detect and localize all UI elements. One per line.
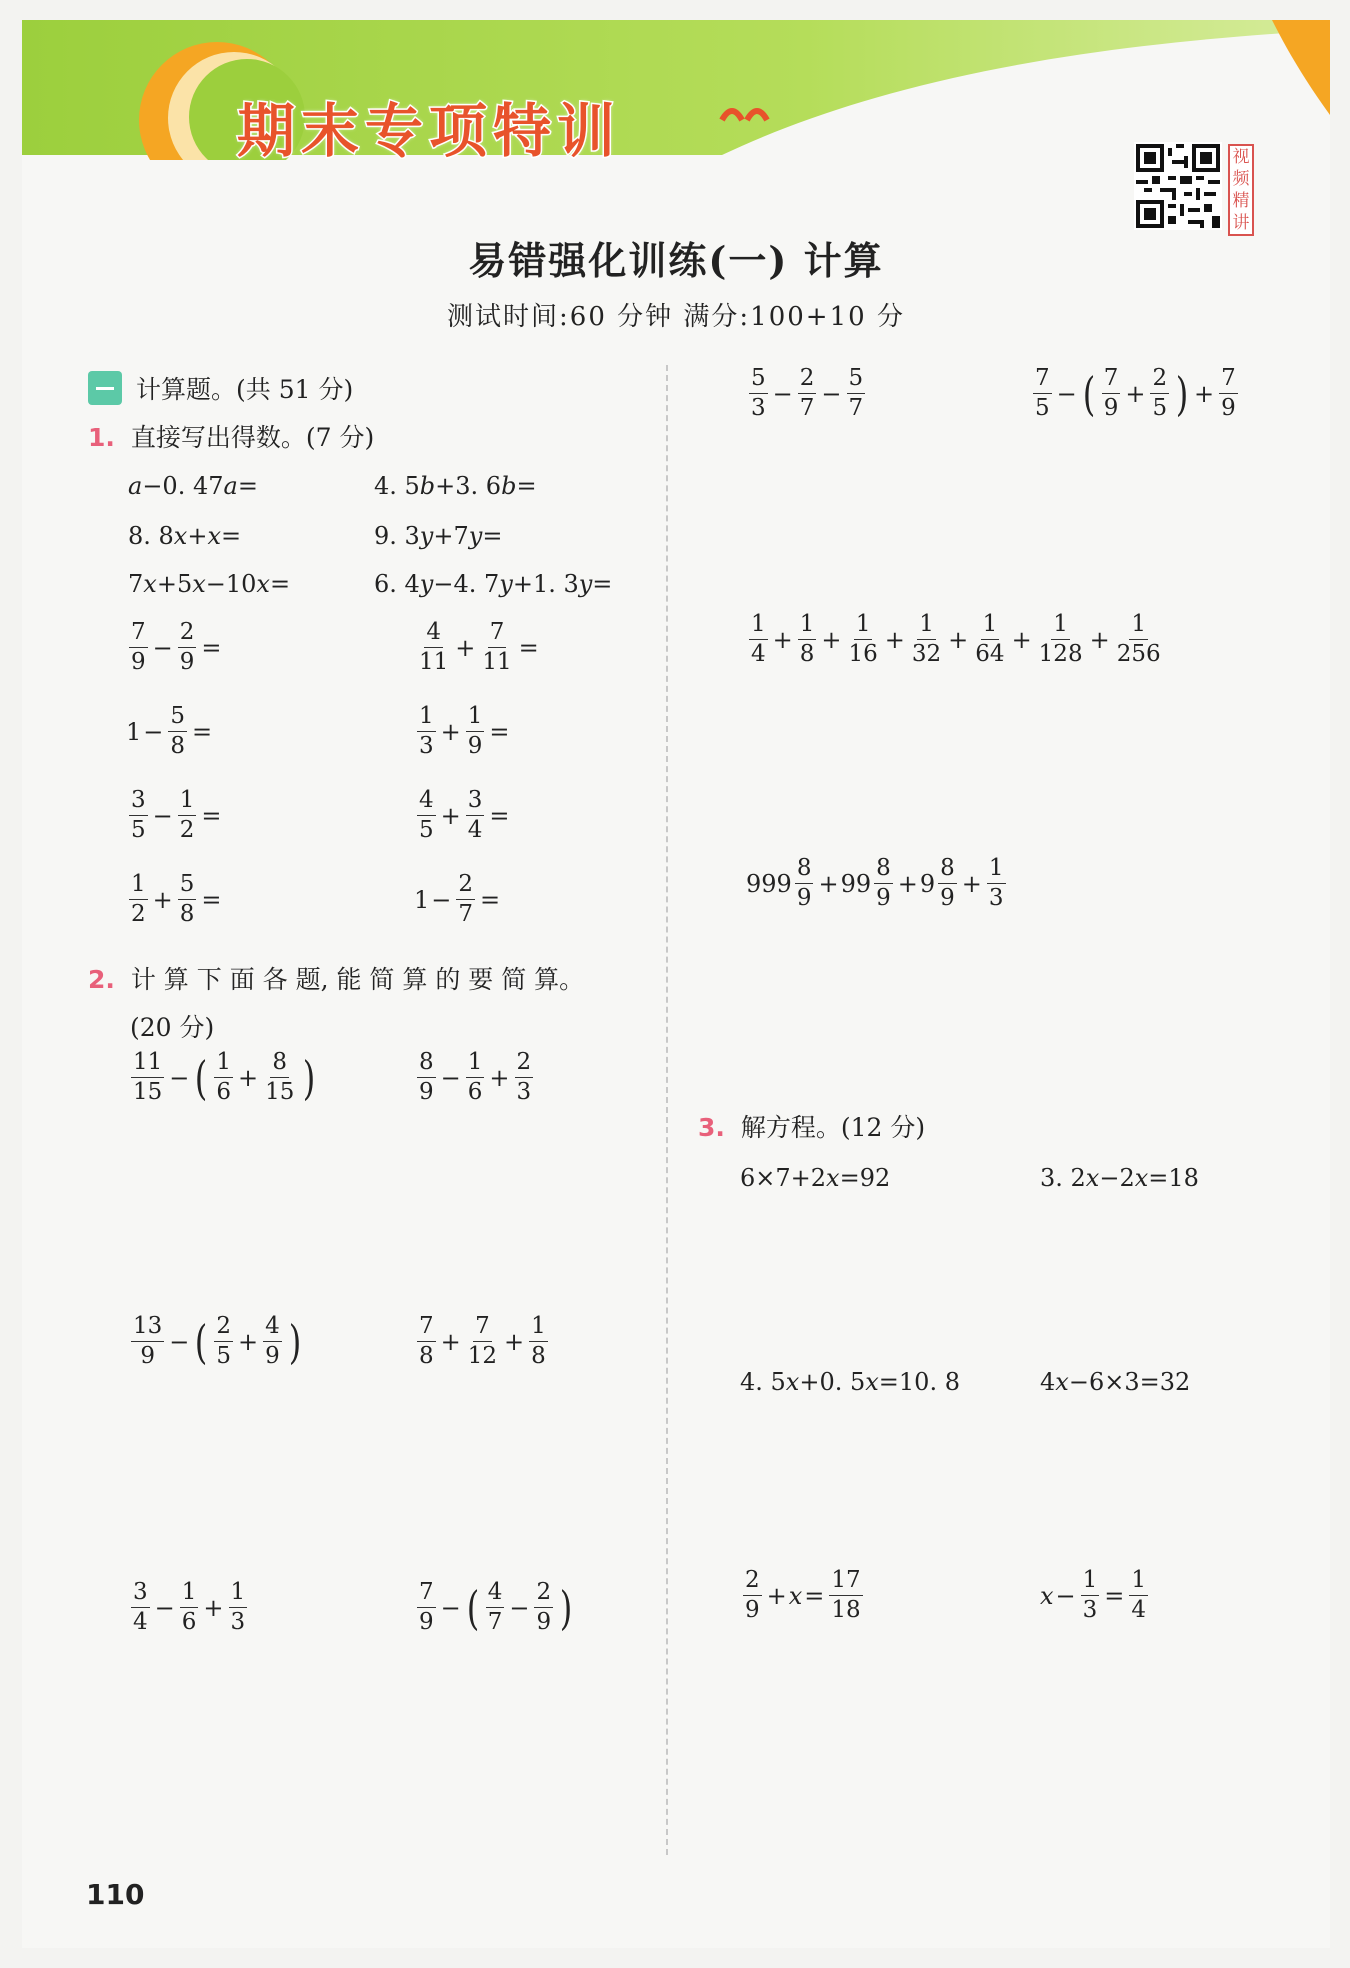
expression: $\frac{3}{4}$ − $\frac{1}{6}$ + $\frac{1}{3}$ bbox=[133, 1579, 246, 1636]
test-info: 测试时间:60 分钟 满分:100+10 分 bbox=[447, 302, 905, 332]
expression: $\frac{1}{3}$ + $\frac{1}{9}$ = bbox=[419, 703, 510, 760]
expression: $\frac{3}{5}$ − $\frac{1}{2}$ = bbox=[131, 787, 222, 844]
banner-title: 期末专项特训 bbox=[237, 97, 622, 165]
qr-code[interactable] bbox=[1134, 142, 1222, 230]
qr-label-char: 讲 bbox=[1232, 213, 1250, 233]
expression: 1 − $\frac{2}{7}$ = bbox=[414, 871, 501, 928]
equation: x − $\frac{1}{3}$ = $\frac{1}{4}$ bbox=[1040, 1567, 1147, 1624]
expression: 8. 8 x + x = bbox=[128, 522, 242, 550]
expression: $\frac{5}{3}$ − $\frac{2}{7}$ − $\frac{5}{7}$ bbox=[751, 365, 864, 422]
expression: a −0. 47 a = bbox=[128, 472, 258, 500]
column-divider bbox=[666, 365, 668, 1855]
question-text: 直接写出得数。(7 分) bbox=[130, 423, 375, 452]
question-2 bbox=[88, 960, 584, 996]
expression: 1 − $\frac{5}{8}$ = bbox=[126, 703, 213, 760]
expression: $\frac{7}{9}$ − ( $\frac{4}{7}$ − $\frac{2}{9}$ ) bbox=[419, 1579, 573, 1636]
qr-label-char: 精 bbox=[1232, 191, 1250, 211]
section-label: 计算题。(共 51 分) bbox=[136, 375, 354, 404]
qr-label-char: 视 bbox=[1232, 147, 1250, 167]
question-score: (20 分) bbox=[130, 1013, 215, 1042]
banner bbox=[22, 20, 1330, 160]
equation: $\frac{2}{9}$ + x = $\frac{17}{18}$ bbox=[745, 1567, 861, 1624]
section-header bbox=[88, 370, 353, 406]
equation: 4. 5 x +0. 5 x =10. 8 bbox=[740, 1368, 960, 1396]
qr-label-char: 频 bbox=[1232, 169, 1250, 189]
worksheet-page bbox=[22, 20, 1330, 1948]
section-badge-icon bbox=[88, 371, 122, 405]
expression: $\frac{7}{8}$ + $\frac{7}{12}$ + $\frac{1}{8}$ bbox=[419, 1313, 546, 1370]
question-3 bbox=[698, 1108, 925, 1144]
expression: $\frac{1}{4}$ + $\frac{1}{8}$ + $\frac{1}{16}$ + $\frac{1}{32}$ + $\frac{1}{64}$ + $\frac{1}{128}$ + $\frac{1}{256}$ bbox=[751, 611, 1161, 668]
expression: 7 x +5 x −10 x = bbox=[128, 570, 291, 598]
equation: 3. 2 x −2 x =18 bbox=[1040, 1164, 1199, 1192]
question-number: 3. bbox=[698, 1113, 725, 1142]
expression: $\frac{7}{5}$ − ( $\frac{7}{9}$ + $\frac{2}{5}$ ) + $\frac{7}{9}$ bbox=[1035, 365, 1236, 422]
expression: 9. 3 y +7 y = bbox=[374, 522, 503, 550]
expression: $\frac{1}{2}$ + $\frac{5}{8}$ = bbox=[131, 871, 222, 928]
expression: $\frac{7}{9}$ − $\frac{2}{9}$ = bbox=[131, 619, 222, 676]
expression: $\frac{13}{9}$ − ( $\frac{2}{5}$ + $\frac{4}{9}$ ) bbox=[133, 1313, 301, 1370]
question-text: 计 算 下 面 各 题, 能 简 算 的 要 简 算。 bbox=[130, 965, 585, 994]
expression: $\frac{8}{9}$ − $\frac{1}{6}$ + $\frac{2}{3}$ bbox=[419, 1049, 532, 1106]
question-1 bbox=[88, 418, 374, 454]
video-lesson-label bbox=[1228, 144, 1254, 236]
expression: 999 $\frac{8}{9}$ + 99 $\frac{8}{9}$ + 9 $\frac{8}{9}$ + $\frac{1}{3}$ bbox=[746, 855, 1004, 912]
question-number: 1. bbox=[88, 423, 115, 452]
expression: $\frac{11}{15}$ − ( $\frac{1}{6}$ + $\frac{8}{15}$ ) bbox=[133, 1049, 316, 1106]
expression: 6. 4 y −4. 7 y +1. 3 y = bbox=[374, 570, 613, 598]
equation: 6×7+2 x =92 bbox=[740, 1164, 891, 1192]
page-number: 110 bbox=[86, 1878, 145, 1911]
qr-code-icon bbox=[1136, 144, 1220, 228]
page-title: 易错强化训练(一) 计算 bbox=[468, 238, 884, 283]
question-text: 解方程。(12 分) bbox=[740, 1113, 926, 1142]
expression: $\frac{4}{11}$ + $\frac{7}{11}$ = bbox=[419, 619, 539, 676]
question-number: 2. bbox=[88, 965, 115, 994]
expression: 4. 5 b +3. 6 b = bbox=[374, 472, 537, 500]
equation: 4 x −6×3=32 bbox=[1040, 1368, 1191, 1396]
expression: $\frac{4}{5}$ + $\frac{3}{4}$ = bbox=[419, 787, 510, 844]
